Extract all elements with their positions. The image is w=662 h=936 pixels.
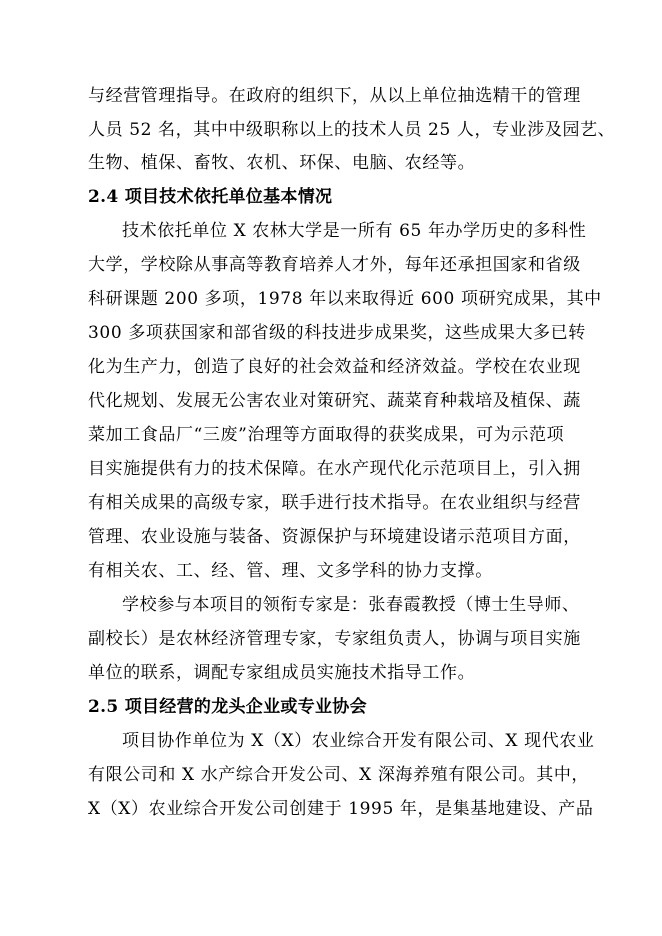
text-line: 目实施提供有力的技术保障。在水产现代化示范项目上，引入拥 <box>88 459 581 479</box>
section-heading-2-5: 2.5 项目经营的龙头企业或专业协会 <box>88 697 367 717</box>
text-line: 大学，学校除从事高等教育培养人才外，每年还承担国家和省级 <box>88 255 581 275</box>
text-line: 副校长）是农林经济管理专家，专家组负责人，协调与项目实施 <box>88 629 581 649</box>
text-line: 管理、农业设施与装备、资源保护与环境建设诸示范项目方面， <box>88 527 581 547</box>
text-line: 化为生产力，创造了良好的社会效益和经济效益。学校在农业现 <box>88 357 581 377</box>
section-heading-2-4: 2.4 项目技术依托单位基本情况 <box>88 187 333 207</box>
text-line: 代化规划、发展无公害农业对策研究、蔬菜育种栽培及植保、蔬 <box>88 391 581 411</box>
text-line: 学校参与本项目的领衔专家是：张春霞教授（博士生导师、 <box>122 595 580 615</box>
text-line: 生物、植保、畜牧、农机、环保、电脑、农经等。 <box>88 153 476 173</box>
text-line: 与经营管理指导。在政府的组织下，从以上单位抽选精干的管理 <box>88 86 581 106</box>
text-line: 技术依托单位 X 农林大学是一所有 65 年办学历史的多科性 <box>122 221 587 241</box>
text-line: 300 多项获国家和部省级的科技进步成果奖，这些成果大多已转 <box>88 323 586 343</box>
text-line: 有相关农、工、经、管、理、文多学科的协力支撑。 <box>88 561 493 581</box>
text-line: 人员 52 名，其中中级职称以上的技术人员 25 人，专业涉及园艺、 <box>88 120 616 140</box>
text-line: 有相关成果的高级专家，联手进行技术指导。在农业组织与经营 <box>88 493 581 513</box>
text-line: 有限公司和 X 水产综合开发公司、X 深海养殖有限公司。其中， <box>88 765 590 785</box>
text-line: 菜加工食品厂“三废”治理等方面取得的获奖成果，可为示范项 <box>88 425 565 445</box>
text-line: X（X）农业综合开发公司创建于 1995 年，是集基地建设、产品 <box>88 799 594 819</box>
text-line: 项目协作单位为 X（X）农业综合开发有限公司、X 现代农业 <box>122 731 595 751</box>
text-line: 科研课题 200 多项，1978 年以来取得近 600 项研究成果，其中 <box>88 289 602 309</box>
text-line: 单位的联系，调配专家组成员实施技术指导工作。 <box>88 663 476 683</box>
